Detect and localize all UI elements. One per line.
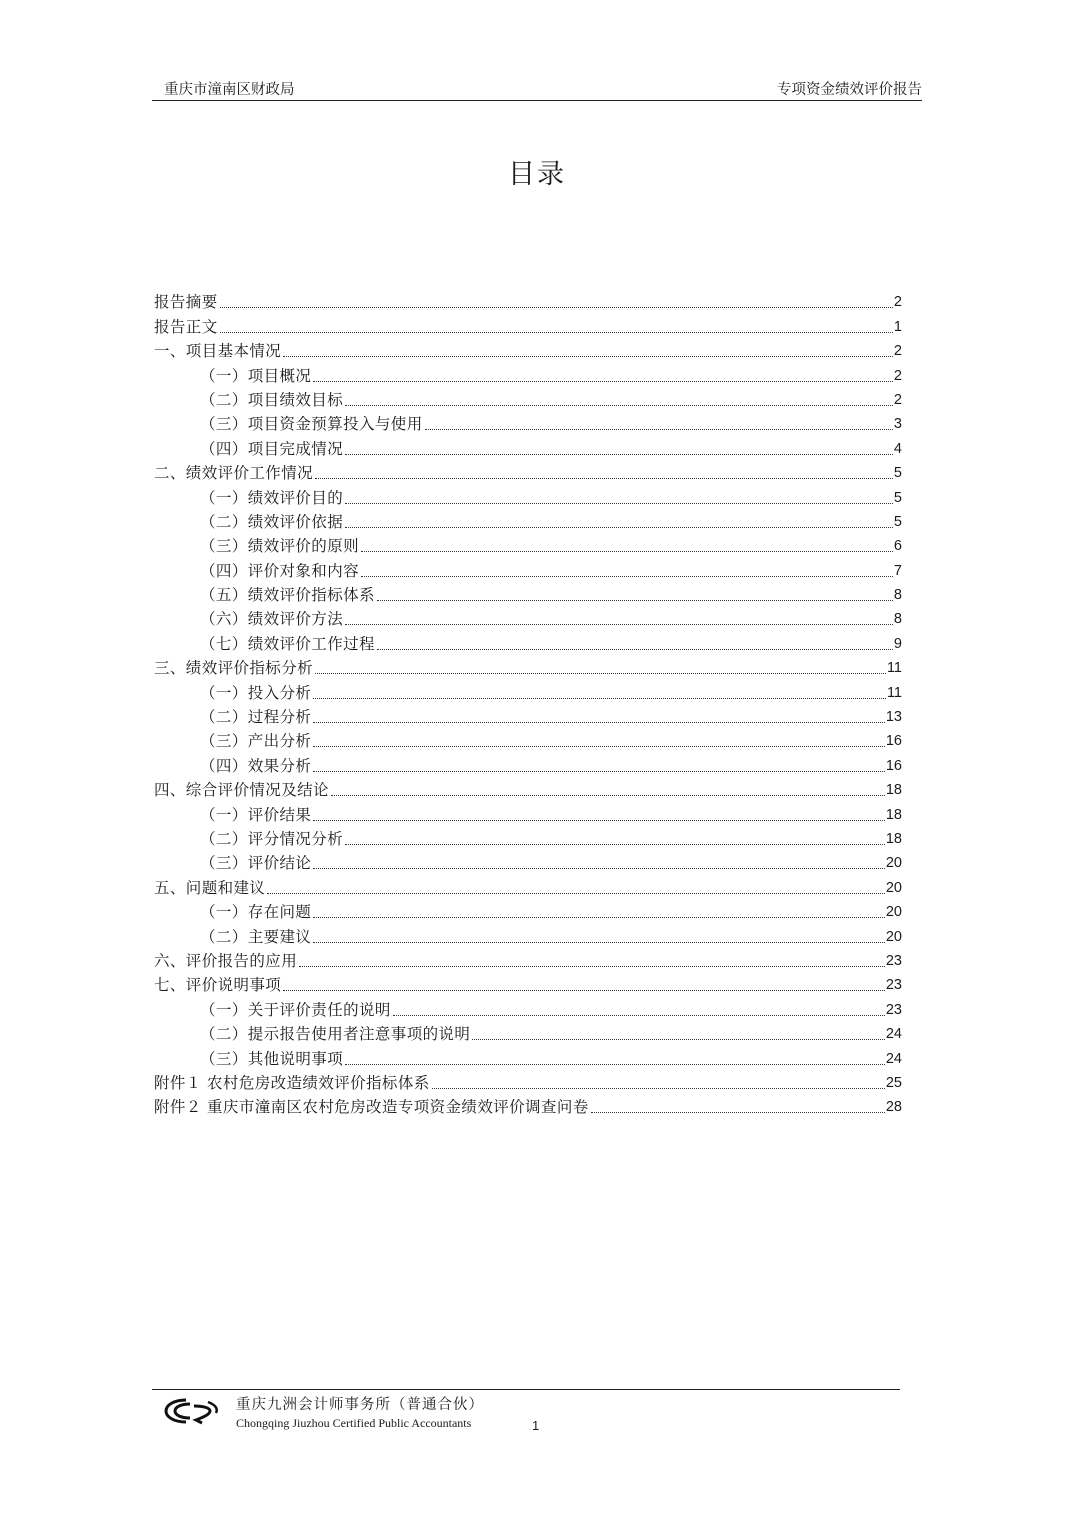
toc-dot-leader xyxy=(220,331,893,333)
toc-dot-leader xyxy=(313,819,885,821)
toc-entry-page: 20 xyxy=(885,928,902,945)
toc-entry-label: （三）绩效评价的原则 xyxy=(200,537,360,556)
toc-dot-leader xyxy=(220,306,893,308)
toc-dot-leader xyxy=(345,1063,885,1065)
toc-dot-leader xyxy=(315,672,886,674)
toc-entry-page: 20 xyxy=(885,855,902,872)
toc-entry[interactable] xyxy=(154,995,902,1019)
toc-entry-label: （四）项目完成情况 xyxy=(200,439,344,458)
toc-dot-leader xyxy=(313,697,886,699)
toc-entry-page: 9 xyxy=(893,635,902,652)
toc-entry-label: （三）项目资金预算投入与使用 xyxy=(200,415,423,434)
toc-dot-leader xyxy=(361,575,893,577)
toc-dot-leader xyxy=(393,1014,885,1016)
page-number: 1 xyxy=(532,1418,540,1433)
toc-entry[interactable] xyxy=(154,800,902,824)
toc-entry-label: （七）绩效评价工作过程 xyxy=(200,634,375,653)
toc-dot-leader xyxy=(345,623,893,625)
toc-entry-page: 2 xyxy=(893,294,902,311)
toc-entry[interactable] xyxy=(154,727,902,751)
toc-entry-page: 8 xyxy=(893,611,902,628)
toc-entry[interactable] xyxy=(154,532,902,556)
toc-entry[interactable] xyxy=(154,1020,902,1044)
toc-entry-page: 2 xyxy=(893,343,902,360)
toc-entry-page: 16 xyxy=(885,757,902,774)
toc-entry-label: 三、绩效评价指标分析 xyxy=(154,659,314,678)
toc-entry-label: 六、评价报告的应用 xyxy=(154,951,298,970)
toc-dot-leader xyxy=(472,1038,885,1040)
toc-entry[interactable] xyxy=(154,629,902,653)
toc-entry-page: 11 xyxy=(886,660,902,677)
toc-dot-leader xyxy=(377,648,893,650)
toc-entry-page: 7 xyxy=(893,562,902,579)
page-header xyxy=(152,76,922,101)
toc-entry[interactable] xyxy=(154,483,902,507)
toc-entry-label: （三）评价结论 xyxy=(200,854,312,873)
toc-dot-leader xyxy=(299,965,885,967)
toc-entry-page: 13 xyxy=(885,709,902,726)
toc-entry[interactable] xyxy=(154,459,902,483)
toc-entry[interactable] xyxy=(154,898,902,922)
toc-entry-page: 20 xyxy=(885,879,902,896)
toc-entry-page: 25 xyxy=(885,1074,902,1091)
toc-entry-page: 3 xyxy=(893,416,902,433)
toc-entry[interactable] xyxy=(154,751,902,775)
page-title: 目录 xyxy=(508,159,566,190)
toc-dot-leader xyxy=(591,1111,885,1113)
toc-entry-label: （二）过程分析 xyxy=(200,708,312,727)
toc-dot-leader xyxy=(345,453,893,455)
toc-entry-page: 24 xyxy=(885,1050,902,1067)
toc-dot-leader xyxy=(283,989,885,991)
toc-entry-label: （一）项目概况 xyxy=(200,366,312,385)
toc-entry-page: 16 xyxy=(885,733,902,750)
toc-entry-label: （四）评价对象和内容 xyxy=(200,561,360,580)
toc-entry[interactable] xyxy=(154,1044,902,1068)
toc-dot-leader xyxy=(313,941,885,943)
toc-dot-leader xyxy=(313,721,885,723)
toc-entry[interactable] xyxy=(154,508,902,532)
toc-entry-page: 6 xyxy=(893,538,902,555)
toc-entry-label: （一）关于评价责任的说明 xyxy=(200,1000,391,1019)
toc-entry[interactable] xyxy=(154,434,902,458)
toc-entry-page: 24 xyxy=(885,1026,902,1043)
toc-entry-label: （二）评分情况分析 xyxy=(200,829,344,848)
toc-dot-leader xyxy=(377,599,893,601)
toc-dot-leader xyxy=(361,550,893,552)
toc-entry-label: 附件２ 重庆市潼南区农村危房改造专项资金绩效评价调查问卷 xyxy=(154,1098,589,1117)
toc-dot-leader xyxy=(313,770,885,772)
toc-entry-page: 18 xyxy=(885,806,902,823)
toc-entry-page: 5 xyxy=(893,513,902,530)
toc-entry[interactable] xyxy=(154,825,902,849)
footer-firm-name-en: Chongqing Jiuzhou Certified Public Accountants xyxy=(236,1416,472,1430)
toc-entry[interactable] xyxy=(154,1069,902,1093)
toc-entry-label: 七、评价说明事项 xyxy=(154,976,282,995)
toc-entry-page: 23 xyxy=(885,1001,902,1018)
toc-entry-label: 报告正文 xyxy=(154,317,218,336)
toc-dot-leader xyxy=(425,428,893,430)
toc-entry-page: 18 xyxy=(885,782,902,799)
toc-entry[interactable] xyxy=(154,605,902,629)
toc-entry-page: 20 xyxy=(885,904,902,921)
toc-dot-leader xyxy=(313,745,885,747)
toc-entry[interactable] xyxy=(154,361,902,385)
toc-entry-label: （二）绩效评价依据 xyxy=(200,512,344,531)
toc-dot-leader xyxy=(313,380,893,382)
toc-dot-leader xyxy=(313,916,885,918)
toc-entry-label: （一）评价结果 xyxy=(200,805,312,824)
toc-entry-label: （一）绩效评价目的 xyxy=(200,488,344,507)
footer-firm-name-cn: 重庆九洲会计师事务所（普通合伙） xyxy=(236,1397,484,1413)
toc-entry[interactable] xyxy=(154,678,902,702)
toc-entry[interactable] xyxy=(154,386,902,410)
firm-logo-icon xyxy=(164,1396,220,1426)
toc-entry-label: （二）提示报告使用者注意事项的说明 xyxy=(200,1025,471,1044)
toc-entry-label: 报告摘要 xyxy=(154,293,218,312)
toc-entry[interactable] xyxy=(154,873,902,897)
toc-entry-page: 5 xyxy=(893,489,902,506)
toc-entry-page: 5 xyxy=(893,465,902,482)
toc-entry[interactable] xyxy=(154,776,902,800)
toc-entry[interactable] xyxy=(154,947,902,971)
header-right-text: 专项资金绩效评价报告 xyxy=(777,82,922,98)
toc-entry[interactable] xyxy=(154,581,902,605)
toc-dot-leader xyxy=(331,794,885,796)
toc-entry-page: 18 xyxy=(885,830,902,847)
toc-entry[interactable] xyxy=(154,849,902,873)
header-left-text: 重庆市潼南区财政局 xyxy=(164,82,295,98)
toc-entry[interactable] xyxy=(154,288,902,312)
toc-entry-label: （二）主要建议 xyxy=(200,927,312,946)
toc-entry[interactable] xyxy=(154,337,902,361)
toc-dot-leader xyxy=(345,404,893,406)
toc-entry-page: 4 xyxy=(893,440,902,457)
toc-entry-label: 五、问题和建议 xyxy=(154,878,266,897)
toc-dot-leader xyxy=(283,355,893,357)
toc-entry-page: 2 xyxy=(893,391,902,408)
toc-entry[interactable] xyxy=(154,556,902,580)
toc-entry[interactable] xyxy=(154,922,902,946)
toc-entry-page: 1 xyxy=(893,318,902,335)
toc-entry-page: 11 xyxy=(886,684,902,701)
toc-entry-label: （一）存在问题 xyxy=(200,903,312,922)
toc-entry-page: 23 xyxy=(885,952,902,969)
toc-entry[interactable] xyxy=(154,654,902,678)
toc-dot-leader xyxy=(432,1087,885,1089)
toc-entry-label: （六）绩效评价方法 xyxy=(200,610,344,629)
toc-entry-label: （一）投入分析 xyxy=(200,683,312,702)
toc-entry[interactable] xyxy=(154,312,902,336)
toc-dot-leader xyxy=(315,477,893,479)
toc-dot-leader xyxy=(313,867,885,869)
toc-dot-leader xyxy=(345,526,893,528)
toc-entry-label: （三）其他说明事项 xyxy=(200,1049,344,1068)
toc-dot-leader xyxy=(345,502,893,504)
toc-entry-page: 23 xyxy=(885,977,902,994)
toc-entry[interactable] xyxy=(154,703,902,727)
toc-entry[interactable] xyxy=(154,410,902,434)
toc-dot-leader xyxy=(345,843,885,845)
toc-entry[interactable] xyxy=(154,971,902,995)
toc-entry-page: 2 xyxy=(893,367,902,384)
toc-entry-label: 二、绩效评价工作情况 xyxy=(154,464,314,483)
toc-entry-label: （五）绩效评价指标体系 xyxy=(200,586,375,605)
table-of-contents xyxy=(154,288,902,1117)
toc-entry-label: （二）项目绩效目标 xyxy=(200,390,344,409)
toc-entry-label: 一、项目基本情况 xyxy=(154,342,282,361)
toc-entry-label: 四、综合评价情况及结论 xyxy=(154,781,329,800)
toc-entry-page: 8 xyxy=(893,587,902,604)
footer-divider xyxy=(152,1389,900,1390)
toc-entry-label: （四）效果分析 xyxy=(200,756,312,775)
toc-entry-label: 附件１ 农村危房改造绩效评价指标体系 xyxy=(154,1073,430,1092)
toc-entry-page: 28 xyxy=(885,1099,902,1116)
toc-entry[interactable] xyxy=(154,1093,902,1117)
toc-entry-label: （三）产出分析 xyxy=(200,732,312,751)
toc-dot-leader xyxy=(267,892,885,894)
